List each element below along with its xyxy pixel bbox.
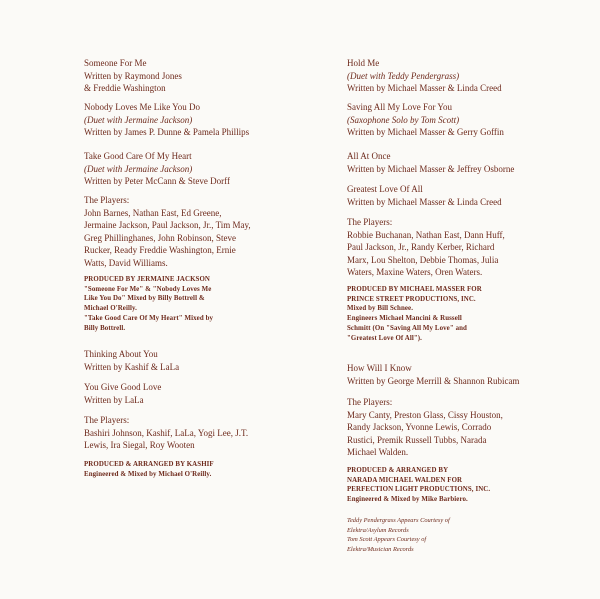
players-heading: The Players: — [347, 217, 393, 227]
players-line: Marx, Lou Shelton, Debbie Thomas, Julia — [347, 254, 499, 265]
credit-line: "Greatest Love Of All"). — [347, 334, 422, 342]
players-line: Waters, Maxine Waters, Oren Waters. — [347, 267, 483, 278]
duet-note: (Saxophone Solo by Tom Scott) — [347, 114, 460, 125]
players-line: John Barnes, Nathan East, Ed Greene, — [84, 207, 222, 218]
song-title: Nobody Loves Me Like You Do — [84, 102, 200, 112]
producer-heading: NARADA MICHAEL WALDEN FOR — [347, 476, 463, 484]
credit-line: Mixed by Bill Schnee. — [347, 305, 414, 313]
credit-line: Engineered & Mixed by Mike Barbiero. — [347, 496, 468, 504]
song-saving-all-my-love — [347, 101, 504, 139]
song-all-at-once — [347, 150, 514, 175]
players-heading: The Players: — [84, 195, 130, 205]
production-credits — [347, 285, 482, 343]
players-heading: The Players: — [347, 397, 393, 407]
song-take-good-care — [84, 150, 230, 188]
credit-line: Schmitt (On "Saving All My Love" and — [347, 324, 467, 332]
players-line: Greg Phillinghanes, John Robinson, Steve — [84, 232, 236, 243]
song-title: All At Once — [347, 151, 391, 161]
song-how-will-i-know — [347, 362, 519, 387]
songwriter-credit: Written by Michael Masser & Jeffrey Osborne — [347, 163, 515, 174]
courtesy-notes — [347, 516, 450, 554]
song-title: Take Good Care Of My Heart — [84, 151, 192, 161]
credit-line: Like You Do" Mixed by Billy Bottrell & — [84, 295, 205, 303]
song-title: Saving All My Love For You — [347, 102, 453, 112]
courtesy-line: Elektra/Asylum Records — [347, 526, 409, 534]
players-line: Lewis, Ira Siegal, Roy Wooten — [84, 440, 195, 451]
players-line: Mary Canty, Preston Glass, Cissy Houston, — [347, 409, 503, 420]
players-line: Rustici, Premik Russell Tubbs, Narada — [347, 434, 487, 445]
players-line: Watts, David Williams. — [84, 257, 168, 268]
credit-line: "Take Good Care Of My Heart" Mixed by — [84, 314, 214, 322]
producer-heading: PRODUCED BY JERMAINE JACKSON — [84, 276, 211, 283]
credit-line: Engineers Michael Mancini & Russell — [347, 315, 462, 323]
credit-line: Billy Bottrell. — [84, 324, 126, 332]
songwriter-credit: Written by James P. Dunne & Pamela Phillips — [84, 127, 250, 138]
players-list — [347, 216, 505, 279]
players-line: Randy Jackson, Yvonne Lewis, Corrado — [347, 422, 492, 433]
credit-line: Engineered & Mixed by Michael O'Reilly. — [84, 470, 212, 478]
courtesy-line: Teddy Pendergrass Appears Courtesy of — [347, 517, 450, 524]
players-line: Michael Walden. — [347, 447, 409, 458]
credit-line: Michael O'Reilly. — [84, 305, 137, 313]
duet-note: (Duet with Teddy Pendergrass) — [347, 70, 460, 81]
song-title: Someone For Me — [84, 58, 147, 68]
players-line: Jermaine Jackson, Paul Jackson, Jr., Tim May, — [84, 220, 251, 231]
producer-heading: PRODUCED & ARRANGED BY KASHIF — [84, 461, 214, 468]
songwriter-credit: Written by George Merrill & Shannon Rubicam — [347, 375, 520, 386]
players-list — [347, 396, 503, 459]
producer-heading: PERFECTION LIGHT PRODUCTIONS, INC. — [347, 486, 491, 494]
song-title: Thinking About You — [84, 349, 158, 359]
players-heading: The Players: — [84, 415, 130, 425]
production-credits — [84, 275, 213, 333]
production-credits — [347, 466, 490, 505]
producer-heading: PRODUCED BY MICHAEL MASSER FOR — [347, 286, 482, 293]
producer-heading: PRODUCED & ARRANGED BY — [347, 467, 449, 474]
players-list — [84, 414, 248, 452]
songwriter-credit: & Freddie Washington — [84, 83, 166, 94]
courtesy-line: Tom Scott Appears Courtesy of — [347, 536, 427, 544]
courtesy-line: Elektra/Musician Records — [347, 545, 414, 553]
song-title: You Give Good Love — [84, 382, 162, 392]
songwriter-credit: Written by Michael Masser & Linda Creed — [347, 196, 502, 207]
credit-line: "Someone For Me" & "Nobody Loves Me — [84, 285, 212, 293]
songwriter-credit: Written by Raymond Jones — [84, 70, 182, 81]
players-line: Paul Jackson, Jr., Randy Kerber, Richard — [347, 242, 495, 253]
players-line: Bashiri Johnson, Kashif, LaLa, Yogi Lee, J.T. — [84, 427, 249, 438]
song-title: Greatest Love Of All — [347, 184, 423, 194]
song-nobody-loves-me — [84, 101, 249, 139]
song-title: How Will I Know — [347, 363, 412, 373]
players-list — [84, 194, 251, 270]
producer-heading: PRINCE STREET PRODUCTIONS, INC. — [347, 295, 476, 303]
song-greatest-love-of-all — [347, 183, 502, 208]
songwriter-credit: Written by LaLa — [84, 394, 144, 405]
song-you-give-good-love — [84, 381, 161, 406]
duet-note: (Duet with Jermaine Jackson) — [84, 163, 193, 174]
players-line: Robbie Buchanan, Nathan East, Dann Huff, — [347, 229, 505, 240]
songwriter-credit: Written by Michael Masser & Linda Creed — [347, 83, 502, 94]
songwriter-credit: Written by Kashif & LaLa — [84, 361, 180, 372]
song-thinking-about-you — [84, 348, 179, 373]
duet-note: (Duet with Jermaine Jackson) — [84, 114, 193, 125]
songwriter-credit: Written by Peter McCann & Steve Dorff — [84, 176, 230, 187]
song-someone-for-me — [84, 57, 182, 95]
songwriter-credit: Written by Michael Masser & Gerry Goffin — [347, 127, 504, 138]
production-credits — [84, 460, 214, 479]
song-hold-me — [347, 57, 502, 95]
song-title: Hold Me — [347, 58, 380, 68]
players-line: Rucker, Ready Freddie Washington, Ernie — [84, 245, 236, 256]
